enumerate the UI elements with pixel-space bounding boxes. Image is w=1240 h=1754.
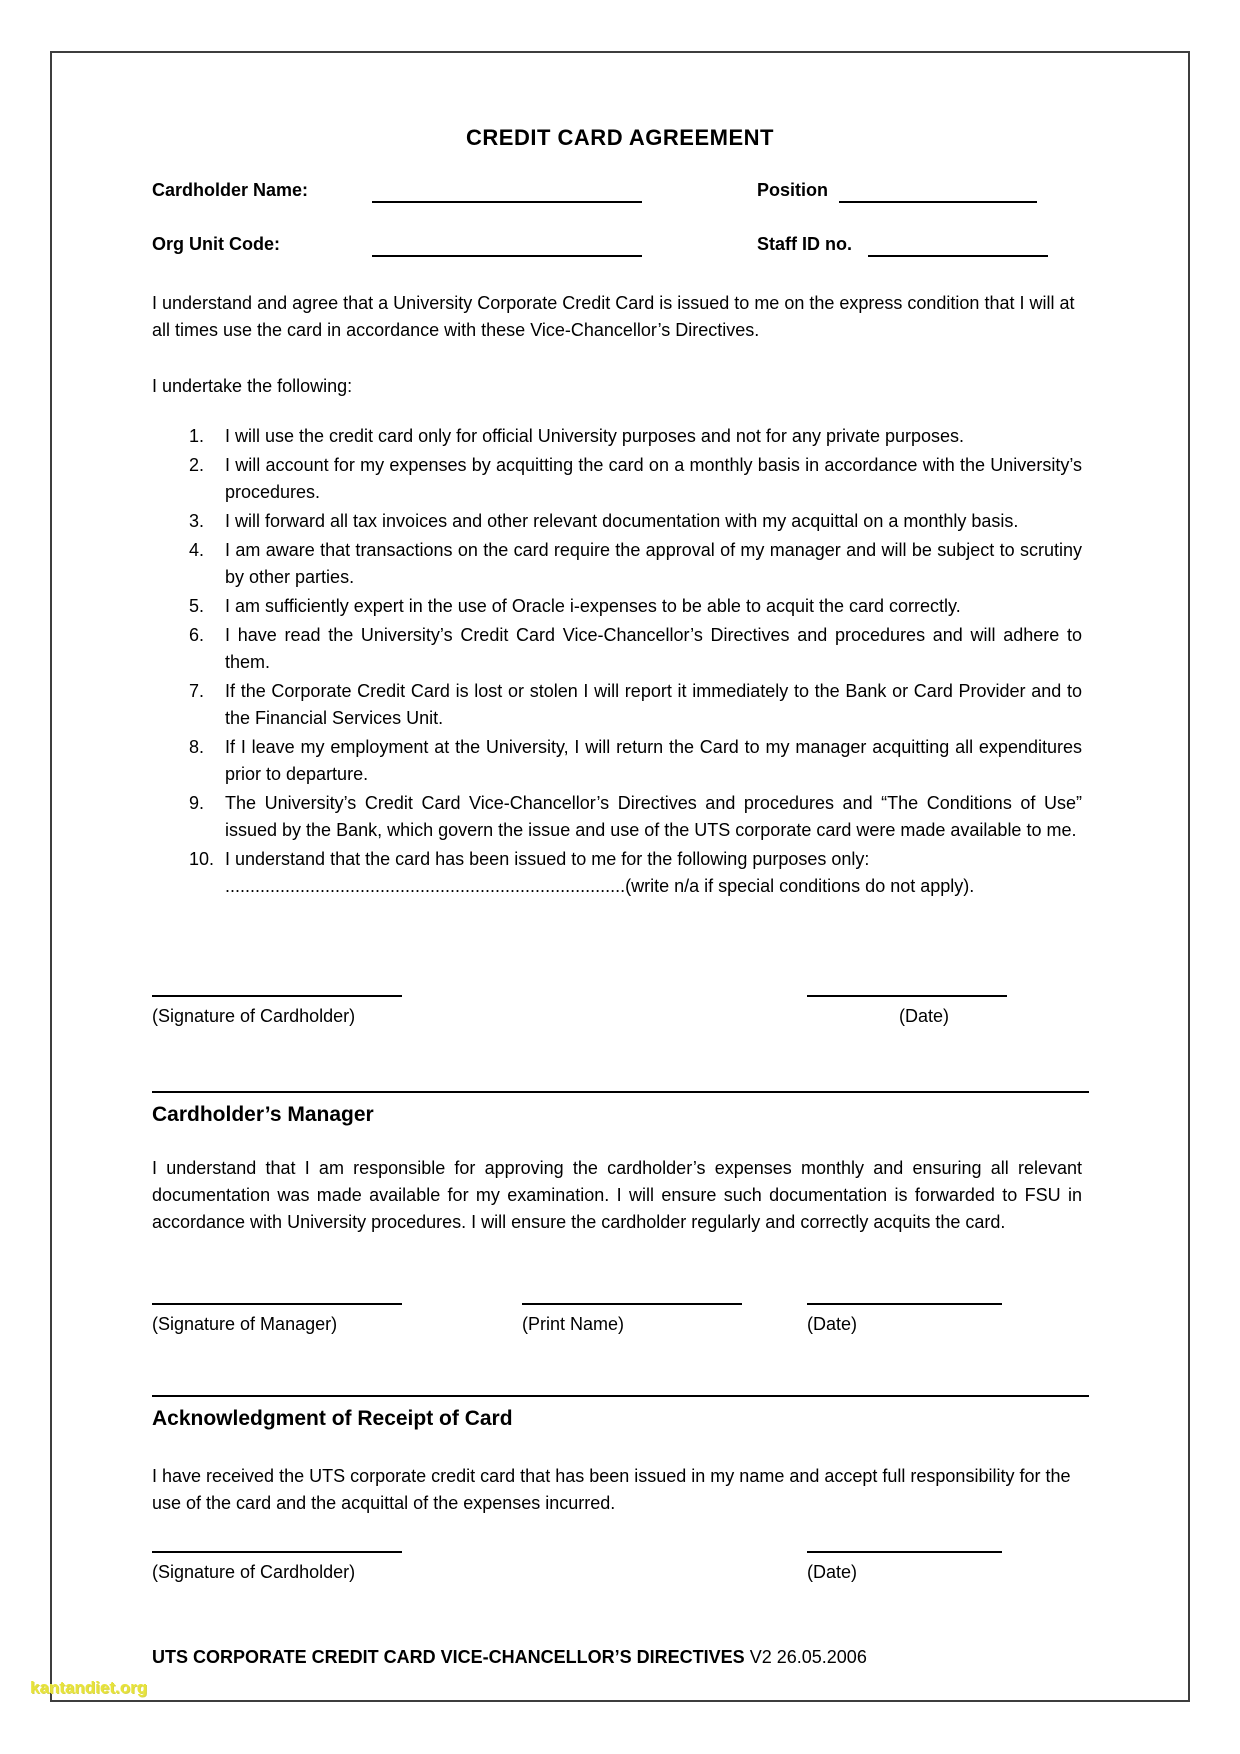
item-number: 8. (189, 737, 205, 757)
acknowledgment-section-heading: Acknowledgment of Receipt of Card (152, 1407, 513, 1430)
signature-of-cardholder-label: (Signature of Cardholder) (152, 1562, 356, 1582)
item-text (225, 846, 1082, 900)
page-title: CREDIT CARD AGREEMENT (466, 125, 774, 150)
item-text: I am sufficiently expert in the use of Oracle i-expenses to be able to acquit the card correctly. (225, 596, 961, 616)
item-number: 4. (189, 540, 205, 560)
staff-id-label: Staff ID no. (757, 234, 852, 254)
footer-directives-title: UTS CORPORATE CREDIT CARD VICE-CHANCELLOR’S DIRECTIVES (152, 1647, 745, 1667)
undertake-heading: I undertake the following: (152, 376, 353, 396)
manager-section-heading: Cardholder’s Manager (152, 1103, 374, 1126)
item-text: If the Corporate Credit Card is lost or stolen I will report it immediately to the Bank or Card Provider and to the Financial Services Unit. (225, 681, 1082, 728)
item-number: 10. (189, 849, 215, 869)
site-watermark: kantandiet.org (30, 1678, 148, 1697)
field-row-cardholder (52, 177, 1192, 205)
item-text: I have read the University’s Credit Card Vice-Chancellor’s Directives and procedures and will adhere to them. (225, 625, 1082, 672)
signature-of-manager-label: (Signature of Manager) (152, 1314, 338, 1334)
undertaking-item (152, 537, 1082, 591)
acknowledgment-signature-block (52, 1551, 1192, 1611)
undertaking-item (152, 423, 1082, 450)
footer (152, 1645, 867, 1669)
print-name-field (522, 1303, 742, 1335)
item-number: 5. (189, 596, 205, 616)
cardholder-name-label: Cardholder Name: (152, 180, 309, 200)
date-field (807, 995, 1007, 1027)
org-unit-code-label: Org Unit Code: (152, 234, 280, 254)
undertaking-item (152, 508, 1082, 535)
item-number: 1. (189, 426, 205, 446)
item-text: I am aware that transactions on the card require the approval of my manager and will be subject to scrutiny by other parties. (225, 540, 1082, 587)
intro-paragraph: I understand and agree that a University Corporate Credit Card is issued to me on the express condition that I will at all times use the card in accordance with these Vice-Chancellor’s Directives. (152, 293, 1075, 340)
date-label: (Date) (807, 1314, 858, 1334)
print-name-label: (Print Name) (522, 1314, 625, 1334)
ack-signature-line[interactable] (152, 1551, 402, 1553)
signature-field (152, 1303, 402, 1335)
signature-line[interactable] (152, 995, 402, 997)
date-field (807, 1551, 1002, 1583)
page-border (50, 51, 1190, 1702)
manager-paragraph: I understand that I am responsible for approving the cardholder’s expenses monthly and ensuring all relevant documentation was made available for my examination. I will ensure such documentation is forwarded to FSU in accordance with University procedures. I will ensure the cardholder regularly and correctly acquits the card. (152, 1158, 1082, 1232)
acknowledgment-paragraph: I have received the UTS corporate credit card that has been issued in my name and accept full responsibility for the use of the card and the acquittal of the expenses incurred. (152, 1466, 1071, 1513)
undertaking-item (152, 734, 1082, 788)
manager-date-line[interactable] (807, 1303, 1002, 1305)
date-label: (Date) (899, 1006, 950, 1026)
special-purpose-dotted-line[interactable]: ................................................................................(write n/a if special conditions do not apply). (225, 876, 975, 896)
item-text: I will use the credit card only for official University purposes and not for any private purposes. (225, 426, 965, 446)
undertaking-item (152, 678, 1082, 732)
undertaking-item (152, 846, 1082, 900)
cardholder-signature-block (52, 995, 1192, 1055)
manager-signature-block (52, 1303, 1192, 1363)
item-text: The University’s Credit Card Vice-Chancellor’s Directives and procedures and “The Conditions of Use” issued by the Bank, which govern the issue and use of the UTS corporate card were made available to me. (225, 793, 1082, 840)
ack-date-line[interactable] (807, 1551, 1002, 1553)
position-label: Position (757, 180, 828, 200)
undertaking-item (152, 452, 1082, 506)
item-number: 6. (189, 625, 205, 645)
item-number: 3. (189, 511, 205, 531)
org-unit-code-line[interactable] (372, 231, 642, 257)
acknowledgment-section-rule (152, 1395, 1089, 1397)
field-row-org-unit (52, 231, 1192, 259)
signature-field (152, 1551, 402, 1583)
position-line[interactable] (839, 177, 1037, 203)
signature-of-cardholder-label: (Signature of Cardholder) (152, 1006, 356, 1026)
date-field (807, 1303, 1002, 1335)
item-text-line: I understand that the card has been issued to me for the following purposes only: (225, 849, 870, 869)
signature-field (152, 995, 402, 1027)
item-text: I will account for my expenses by acquitting the card on a monthly basis in accordance with the University’s procedures. (225, 455, 1082, 502)
item-text: I will forward all tax invoices and other relevant documentation with my acquittal on a monthly basis. (225, 511, 1019, 531)
item-number: 7. (189, 681, 205, 701)
manager-signature-line[interactable] (152, 1303, 402, 1305)
cardholder-name-line[interactable] (372, 177, 642, 203)
undertakings-list (152, 423, 1082, 902)
date-line[interactable] (807, 995, 1007, 997)
manager-section-rule (152, 1091, 1089, 1093)
undertaking-item (152, 593, 1082, 620)
item-text: If I leave my employment at the University, I will return the Card to my manager acquitting all expenditures prior to departure. (225, 737, 1082, 784)
footer-version: V2 26.05.2006 (749, 1647, 867, 1667)
undertaking-item (152, 790, 1082, 844)
item-number: 9. (189, 793, 205, 813)
item-number: 2. (189, 455, 205, 475)
date-label: (Date) (807, 1562, 858, 1582)
print-name-line[interactable] (522, 1303, 742, 1305)
undertaking-item (152, 622, 1082, 676)
staff-id-line[interactable] (868, 231, 1048, 257)
